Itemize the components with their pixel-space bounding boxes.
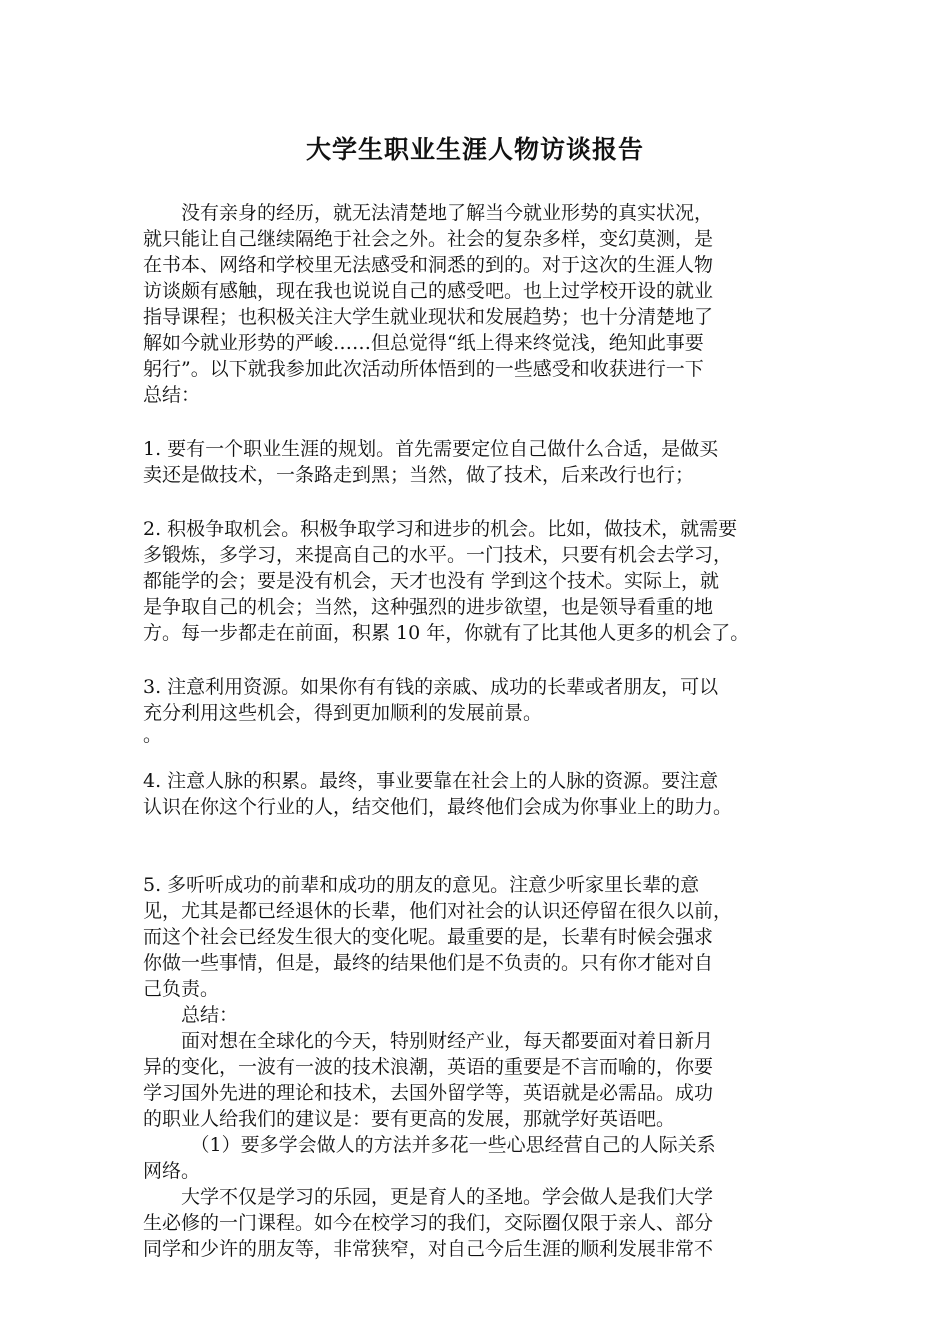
text-line: 己负责。 bbox=[143, 978, 220, 1000]
text-line: 指导课程；也积极关注大学生就业现状和发展趋势；也十分清楚地了 bbox=[143, 306, 714, 328]
text-line: 1. 要有一个职业生涯的规划。首先需要定位自己做什么合适，是做买 bbox=[143, 438, 719, 460]
text-line: 躬行”。以下就我参加此次活动所体悟到的一些感受和收获进行一下 bbox=[143, 358, 704, 380]
text-line: 访谈颇有感触，现在我也说说自己的感受吧。也上过学校开设的就业 bbox=[143, 280, 714, 302]
text-line: 面对想在全球化的今天，特别财经产业，每天都要面对着日新月 bbox=[143, 1030, 714, 1052]
text-line: 没有亲身的经历，就无法清楚地了解当今就业形势的真实状况， bbox=[143, 202, 714, 224]
text-line: 方。每一步都走在前面，积累 10 年，你就有了比其他人更多的机会了。 bbox=[143, 622, 750, 644]
text-line: 而这个社会已经发生很大的变化呢。最重要的是，长辈有时候会强求 bbox=[143, 926, 714, 948]
text-line: （1）要多学会做人的方法并多花一些心思经营自己的人际关系 bbox=[143, 1134, 716, 1156]
text-line: 你做一些事情，但是，最终的结果他们是不负责的。只有你才能对自 bbox=[143, 952, 714, 974]
page-title: 大学生职业生涯人物访谈报告 bbox=[305, 135, 644, 164]
text-line: 多锻炼，多学习，来提高自己的水平。一门技术，只要有机会去学习， bbox=[143, 544, 733, 566]
text-line: 生必修的一门课程。如今在校学习的我们，交际圈仅限于亲人、部分 bbox=[143, 1212, 714, 1234]
text-line: 总结： bbox=[143, 1004, 239, 1026]
text-line: 就只能让自己继续隔绝于社会之外。社会的复杂多样，变幻莫测，是 bbox=[143, 228, 714, 250]
text-line: 充分利用这些机会，得到更加顺利的发展前景。 bbox=[143, 702, 543, 724]
text-line: 5. 多听听成功的前辈和成功的朋友的意见。注意少听家里长辈的意 bbox=[143, 874, 700, 896]
text-line: 都能学的会；要是没有机会，天才也没有 学到这个技术。实际上，就 bbox=[143, 570, 720, 592]
text-line: 解如今就业形势的严峻……但总觉得“纸上得来终觉浅，绝知此事要 bbox=[143, 332, 704, 354]
text-line: 2. 积极争取机会。积极争取学习和进步的机会。比如，做技术，就需要 bbox=[143, 518, 738, 540]
text-line: 是争取自己的机会；当然，这种强烈的进步欲望，也是领导看重的地 bbox=[143, 596, 714, 618]
text-line: 同学和少许的朋友等，非常狭窄，对自己今后生涯的顺利发展非常不 bbox=[143, 1238, 714, 1260]
text-line: 4. 注意人脉的积累。最终，事业要靠在社会上的人脉的资源。要注意 bbox=[143, 770, 719, 792]
text-line: 见，尤其是都已经退休的长辈，他们对社会的认识还停留在很久以前， bbox=[143, 900, 733, 922]
text-line: 认识在你这个行业的人，结交他们，最终他们会成为你事业上的助力。 bbox=[143, 796, 733, 818]
text-line: 异的变化，一波有一波的技术浪潮，英语的重要是不言而喻的，你要 bbox=[143, 1056, 714, 1078]
text-line: 网络。 bbox=[143, 1160, 201, 1182]
text-line: 。 bbox=[143, 724, 163, 746]
text-line: 学习国外先进的理论和技术，去国外留学等，英语就是必需品。成功 bbox=[143, 1082, 714, 1104]
text-line: 卖还是做技术，一条路走到黑；当然，做了技术，后来改行也行； bbox=[143, 464, 695, 486]
text-line: 大学不仅是学习的乐园，更是育人的圣地。学会做人是我们大学 bbox=[143, 1186, 714, 1208]
text-line: 在书本、网络和学校里无法感受和洞悉的到的。对于这次的生涯人物 bbox=[143, 254, 714, 276]
text-line: 的职业人给我们的建议是：要有更高的发展，那就学好英语吧。 bbox=[143, 1108, 676, 1130]
text-line: 总结： bbox=[143, 384, 201, 406]
text-line: 3. 注意利用资源。如果你有有钱的亲戚、成功的长辈或者朋友，可以 bbox=[143, 676, 719, 698]
